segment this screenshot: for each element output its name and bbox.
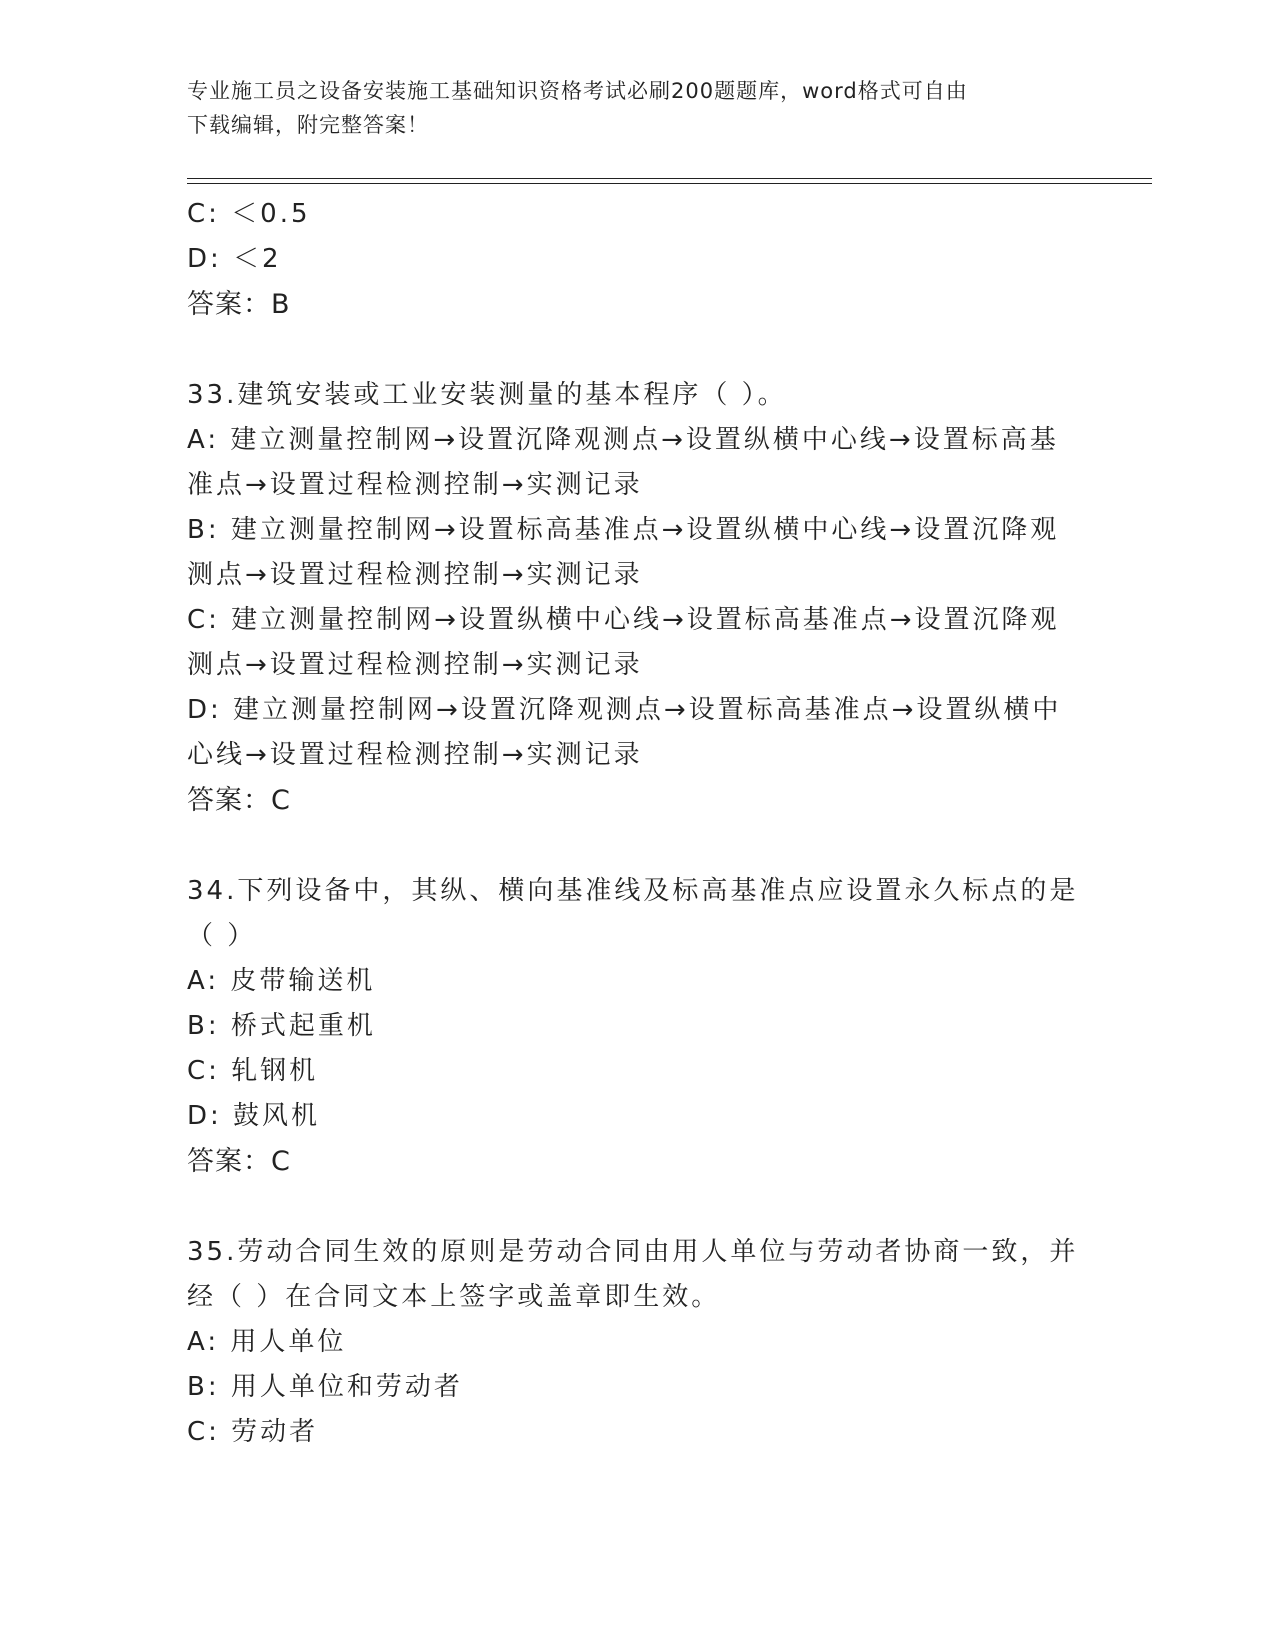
question-text-line-1: 34.下列设备中，其纵、横向基准线及标高基准点应设置永久标点的是 (187, 876, 1079, 906)
answer: 答案：C (187, 785, 291, 816)
option-c-line-1: C: 建立测量控制网→设置纵横中心线→设置标高基准点→设置沉降观 (187, 605, 1060, 635)
header-divider-bottom (187, 183, 1152, 184)
option-a: A: 皮带输送机 (187, 966, 376, 996)
question-34 (187, 869, 1079, 1185)
question-text: 33.建筑安装或工业安装测量的基本程序（ ）。 (187, 380, 787, 410)
question-33 (187, 373, 1067, 824)
option-b: B: 桥式起重机 (187, 1011, 376, 1041)
spacer (187, 328, 1067, 373)
spacer (187, 824, 1067, 869)
option-d-line-1: D: 建立测量控制网→设置沉降观测点→设置标高基准点→设置纵横中 (187, 695, 1062, 725)
option-a: A: 用人单位 (187, 1327, 347, 1357)
option-a-line-2: 准点→设置过程检测控制→实测记录 (187, 470, 643, 500)
option-c: C: 劳动者 (187, 1417, 319, 1447)
option-d: D: ＜2 (187, 244, 282, 274)
option-d: D: 鼓风机 (187, 1101, 321, 1131)
option-d-line-2: 心线→设置过程检测控制→实测记录 (187, 740, 643, 770)
question-list (187, 192, 1079, 1455)
question-text-line-2: （ ） (187, 921, 257, 951)
option-a-line-1: A: 建立测量控制网→设置沉降观测点→设置纵横中心线→设置标高基 (187, 425, 1059, 455)
option-c: C: ＜0.5 (187, 199, 311, 229)
option-b: B: 用人单位和劳动者 (187, 1372, 463, 1402)
answer: 答案：B (187, 289, 291, 320)
question-32-tail (187, 192, 1067, 328)
header-title-line-2: 下载编辑，附完整答案！ (187, 113, 429, 137)
question-text-line-1: 35.劳动合同生效的原则是劳动合同由用人单位与劳动者协商一致，并 (187, 1237, 1079, 1267)
option-c: C: 轧钢机 (187, 1056, 319, 1086)
header-title-line-1: 专业施工员之设备安装施工基础知识资格考试必刷200题题库，word格式可自由 (187, 79, 968, 103)
option-c-line-2: 测点→设置过程检测控制→实测记录 (187, 650, 643, 680)
option-b-line-2: 测点→设置过程检测控制→实测记录 (187, 560, 643, 590)
option-b-line-1: B: 建立测量控制网→设置标高基准点→设置纵横中心线→设置沉降观 (187, 515, 1060, 545)
spacer (187, 1185, 1067, 1230)
header-divider-top (187, 178, 1152, 179)
question-35 (187, 1230, 1079, 1455)
question-text-line-2: 经（ ）在合同文本上签字或盖章即生效。 (187, 1282, 721, 1312)
page-header (187, 74, 1067, 142)
answer: 答案：C (187, 1146, 291, 1177)
